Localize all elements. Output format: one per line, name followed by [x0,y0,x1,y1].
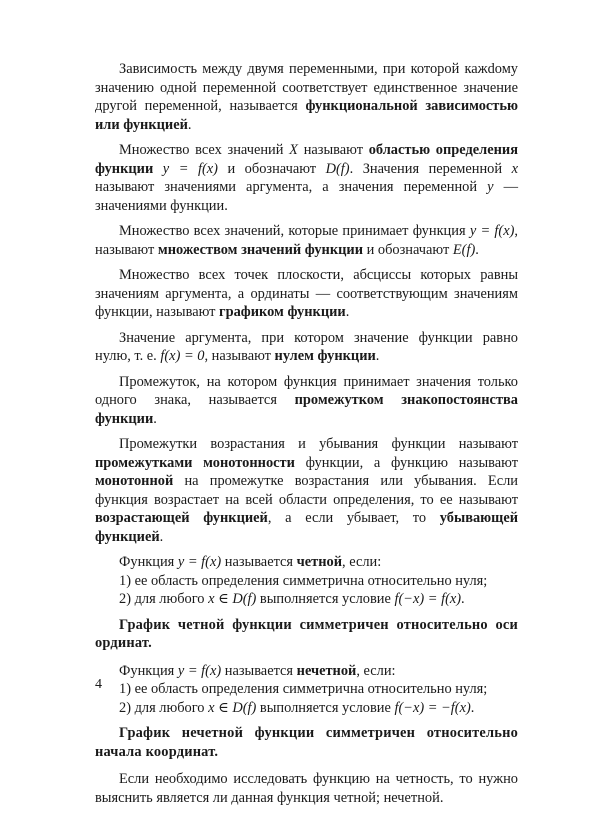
even-condition-2: 2) для любого x ∈ D(f) выполняется условие f(−x) = f(x). [119,591,465,607]
paragraph-even-function: Функция y = f(x) называется четной, если: [119,554,382,570]
paragraph-graph: Множество всех точек плоскости, абсциссы которых равны значениям аргумента, а ординаты — соответствующим значениям функции, называют графиком функции. [95,267,518,320]
paragraph-function-definition: Зависимость между двумя переменными, при которой кажdому значению одной переменной соответствует единственное значение другой переменной, называется функциональной зависимостью или функцией. [95,61,518,133]
page-number: 4 [95,677,102,692]
paragraph-parity-check: Если необходимо исследовать функцию на четность, то нужно выяснить является ли данная функция четной; нечетной. [95,771,518,806]
term-range: множеством значений функции [157,241,363,258]
term-increasing: возрастающей функцией [95,510,268,526]
paragraph-monotonicity: Промежутки возрастания и убывания функции называют промежутками монотонности функции, а функцию называют монотонной на промежутке возрастания или убывания. Если функция возрастает на всей области определения, то ее называют возрастающей функцией, а если убывает, то убывающей функцией. [95,436,518,545]
odd-condition-2: 2) для любого x ∈ D(f) выполняется условие f(−x) = −f(x). [119,699,475,716]
term-functional-dependence: функциональной зависимостью или функцией [95,98,518,133]
paragraph-domain: Множество всех значений X называют областью определения функции y = f(x) и обозначают D(f). Значения переменной x называют значениями аргумента, а значения переменной y — значениями функции. [95,142,518,214]
term-constant-sign: промежутком знакопостоянства функции [95,392,518,427]
term-zero: нулем функции [274,348,376,364]
paragraph-constant-sign: Промежуток, на котором функция принимает значения только одного знака, называется промежутком знакопостоянства функции. [95,373,518,427]
term-decreasing: убывающей функцией [95,510,518,545]
page-content [95,60,518,814]
term-monotonicity-intervals: промежутками монотонности [95,454,295,471]
term-domain: областью определения функции [95,142,518,177]
term-monotonic: монотонной [95,473,174,489]
odd-condition-1: 1) ее область определения симметрична относительно нуля; [119,681,488,697]
term-graph: графиком функции [219,304,346,320]
even-condition-1: 1) ее область определения симметрична относительно нуля; [119,572,488,589]
term-even: четной [296,554,343,570]
paragraph-zero: Значение аргумента, при котором значение функции равно нулю, т. е. f(x) = 0, называют нулем функции. [95,329,518,364]
term-odd: нечетной [296,662,357,679]
odd-graph-note: График нечетной функции симметричен относительно начала координат. [95,725,518,760]
paragraph-odd-function: Функция y = f(x) называется нечетной, если: [119,662,396,679]
even-graph-note: График четной функции симметричен относительно оси ординат. [95,616,518,651]
paragraph-range: Множество всех значений, которые принимает функция y = f(x), называют множеством значений функции и обозначают E(f). [95,223,518,258]
